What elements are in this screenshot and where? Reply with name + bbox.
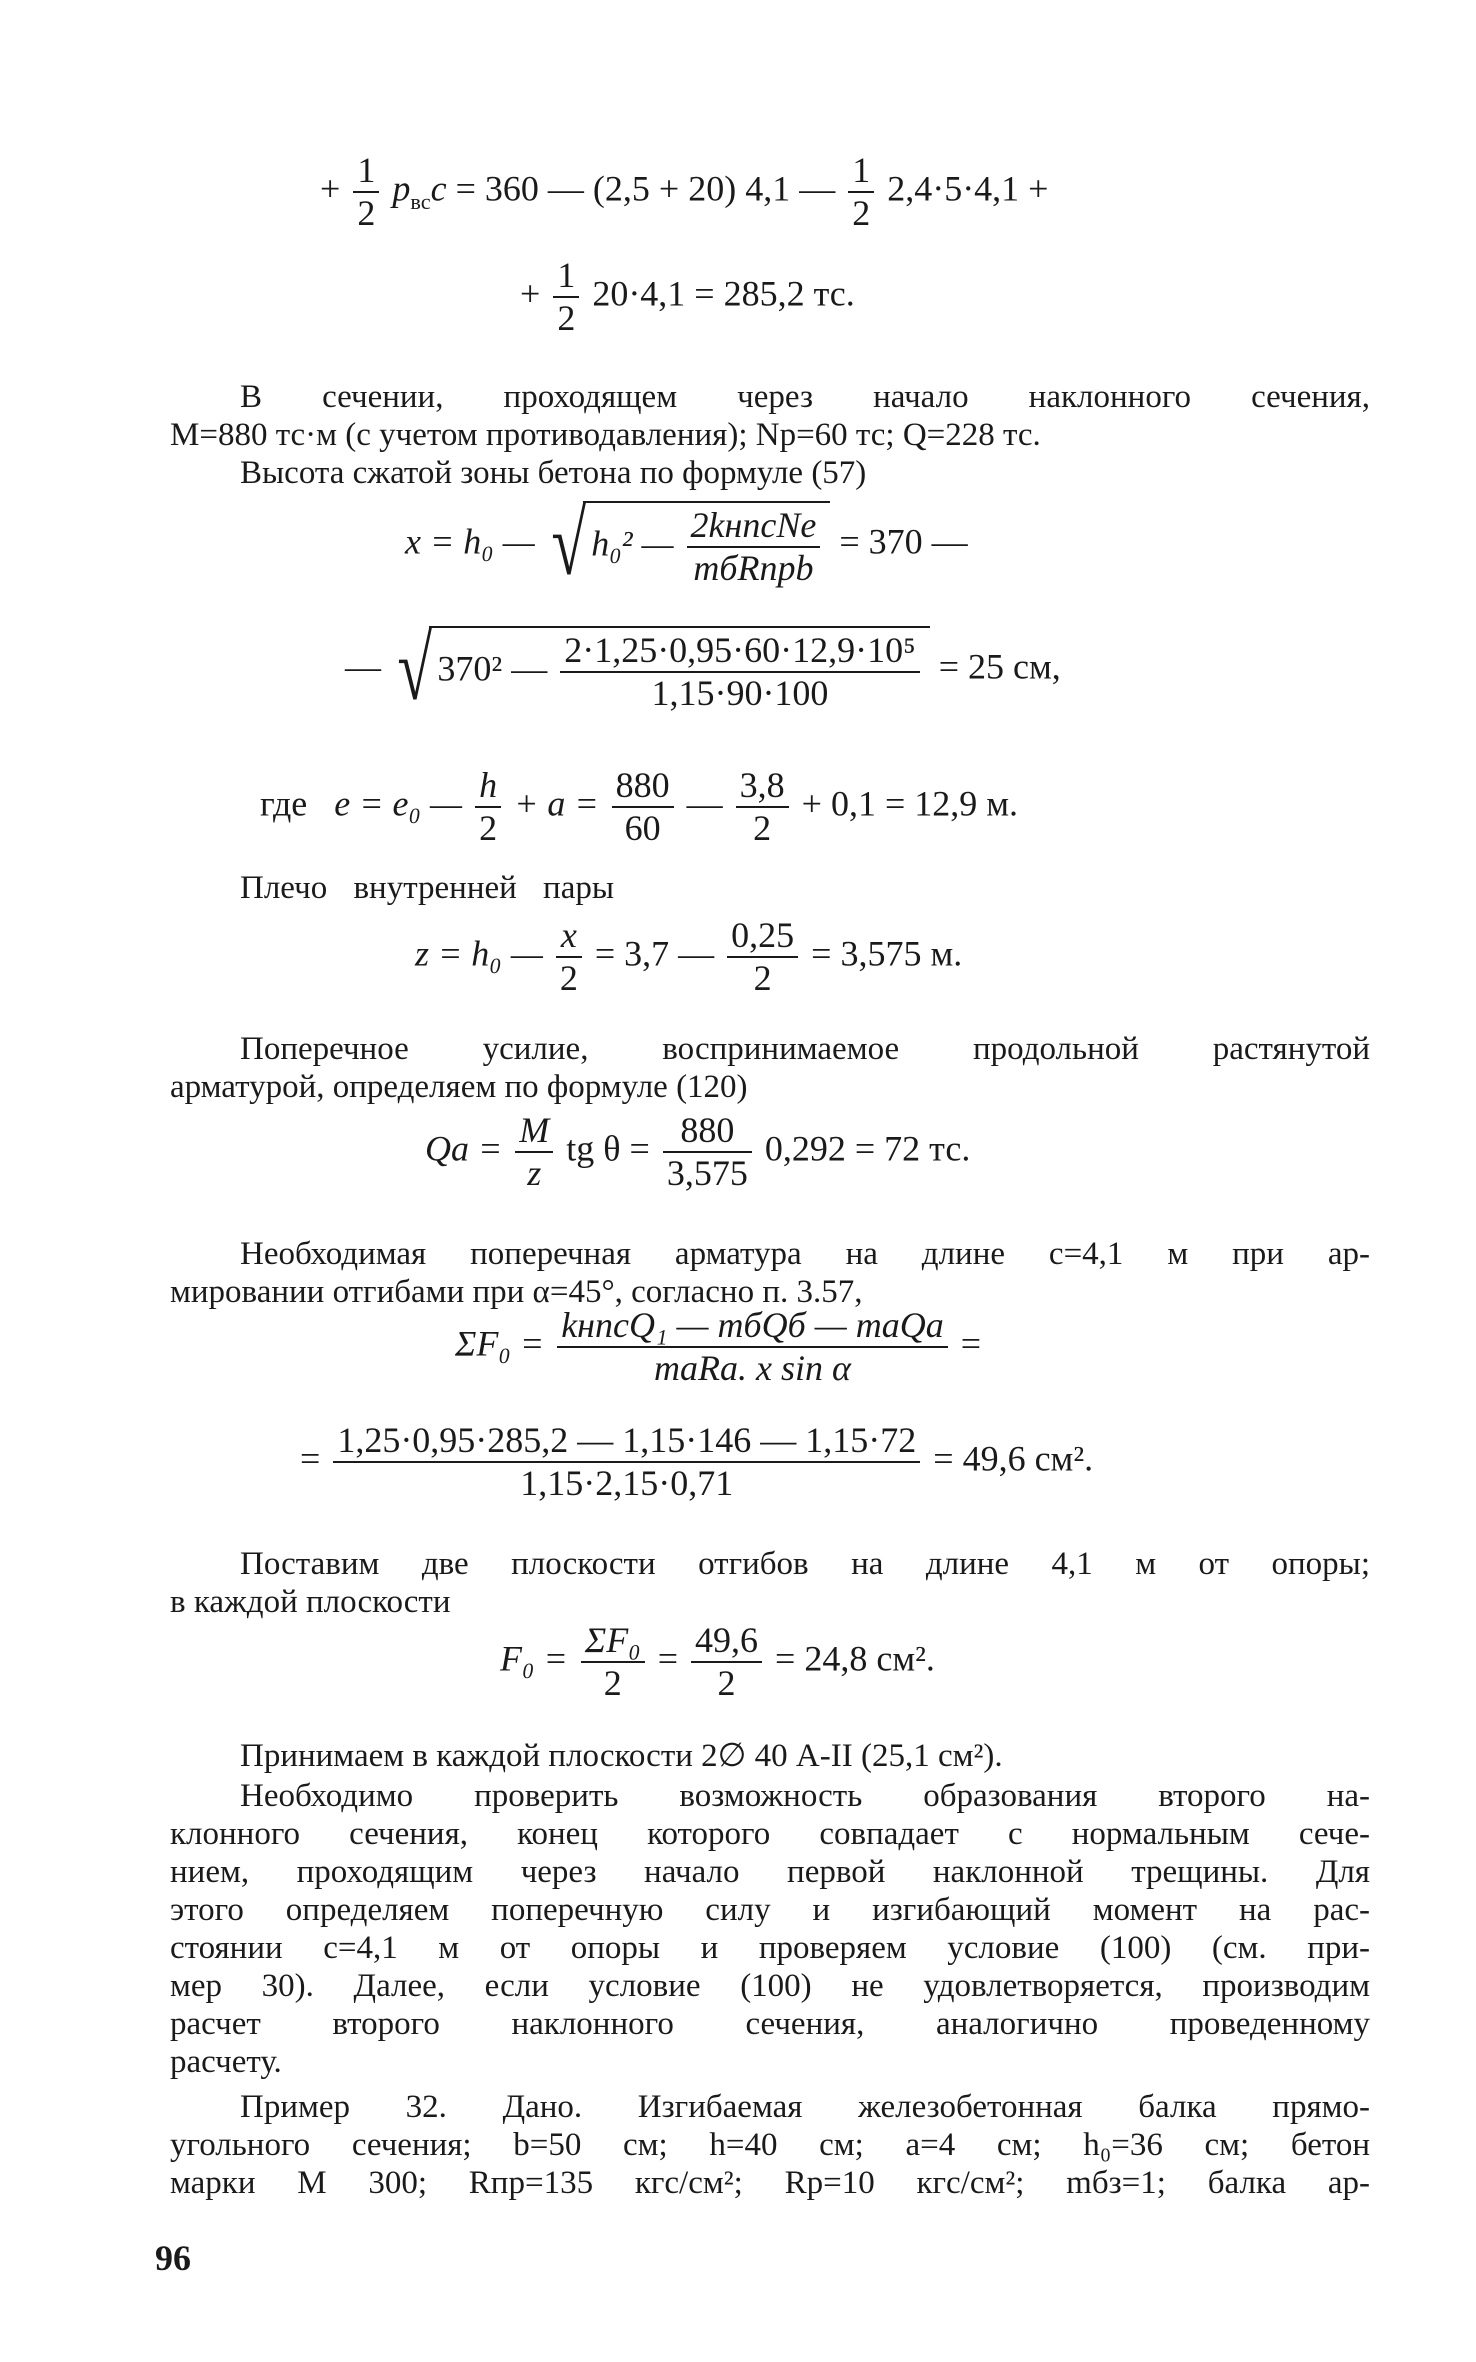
- paragraph-section-forces: В сечении, проходящем через начало наклонного сечения, M=880 тс·м (с учетом противодавления); Nр=60 тс; Q=228 тс. Высота сжатой зоны бетона по формуле (57): [170, 379, 1370, 491]
- equation-lever-arm: z = h₀ — $\frac{x}{2}$ = 3,7 — $\frac{0,25}{2}$ = 3,575 м.: [415, 915, 963, 999]
- label-lever-arm: Плечо внутренней пары: [240, 870, 615, 906]
- fraction-half: $\frac{1}{2}$: [353, 150, 379, 235]
- paragraph-bend-planes: Поставим две плоскости отгибов на длине 4,1 м от опоры; в каждой плоскости: [170, 1546, 1370, 1620]
- equation-pressure-line1: + $\frac{1}{2}$ $p_{вс}c = 360$ — (2,5 + 20) 4,1 — $\frac{1}{2}$ 2,4·5·4,1 +: [320, 150, 1049, 234]
- fraction-half: $\frac{1}{2}$: [848, 150, 874, 235]
- equation-pressure-line2: + $\frac{1}{2}$ 20·4,1 = 285,2 тс.: [520, 255, 855, 339]
- equation-sum-f0-line2: = $\frac{1,25\cdot 0,95\cdot 285,2 — 1,15\cdot 146 — 1,15\cdot 72}{1,15\cdot 2,15\cdot 0,71}$ = 49,6 см².: [300, 1420, 1094, 1504]
- equation-eccentricity: где e = e₀ — $\frac{h}{2}$ + a = $\frac{880}{60}$ — $\frac{3,8}{2}$ + 0,1 = 12,9 м.: [260, 765, 1019, 849]
- equation-f0: F₀ = $\frac{\text{ΣF₀}}{2}$ = $\frac{49,6}{2}$ = 24,8 см².: [500, 1620, 935, 1704]
- accepted-reinforcement: Принимаем в каждой плоскости 2∅ 40 А-II (25,1 см²).: [240, 1738, 1003, 1774]
- paragraph-example-32: Пример 32. Дано. Изгибаемая железобетонная балка прямо- угольного сечения; b=50 см; h=40 см; a=4 см; h₀=36 см; бетон марки М 300; Rпр=135 кгс/см²; Rр=10 кгс/см²; mбз=1; балка ар-: [170, 2089, 1370, 2201]
- paragraph-second-section-check: Необходимо проверить возможность образования второго на- клонного сечения, конец которого совпадает с нормальным сече- нием, проходящим через начало первой наклонной трещины. Для этого определяем поперечную силу и изгибающий момент на рас- стоянии c=4,1 м от опоры и проверяем условие (100) (см. при- мер 30). Далее, если условие (100) не удовлетворяется, производим расчет второго наклонного сечения, аналогично проведенному расчету.: [170, 1778, 1370, 2080]
- page-number: 96: [155, 2238, 191, 2278]
- equation-x-line2: — √ 370² — $\frac{\text{2·1,25·0,95·60·12,9·10⁵}}{1,15\cdot 90\cdot 100}$ = 25 см,: [345, 620, 1061, 719]
- fraction-half: $\frac{1}{2}$: [553, 255, 579, 340]
- radical-sign: √: [551, 495, 586, 594]
- paragraph-transverse-reinforcement: Необходимая поперечная арматура на длине c=4,1 м при ар- мировании отгибами при α=45°, согласно п. 3.57,: [170, 1236, 1370, 1310]
- equation-qa: Qa = $\frac{M}{z}$ tg θ = $\frac{880}{3,575}$ 0,292 = 72 тс.: [425, 1110, 971, 1194]
- paragraph-shear-force: Поперечное усилие, воспринимаемое продольной растянутой арматурой, определяем по формуле (120): [170, 1031, 1370, 1105]
- radical-sign: √: [397, 620, 432, 719]
- equation-x-line1: x = h₀ — √ h₀² — $\frac{\text{2kнncNe}}{\text{mбRпрb}}$ = 370 —: [405, 495, 968, 594]
- equation-sum-f0-line1: ΣF₀ = $\frac{\text{kнncQ₁ — mбQб — maQa}}{\text{maRa. x sin α}}$ =: [455, 1305, 982, 1389]
